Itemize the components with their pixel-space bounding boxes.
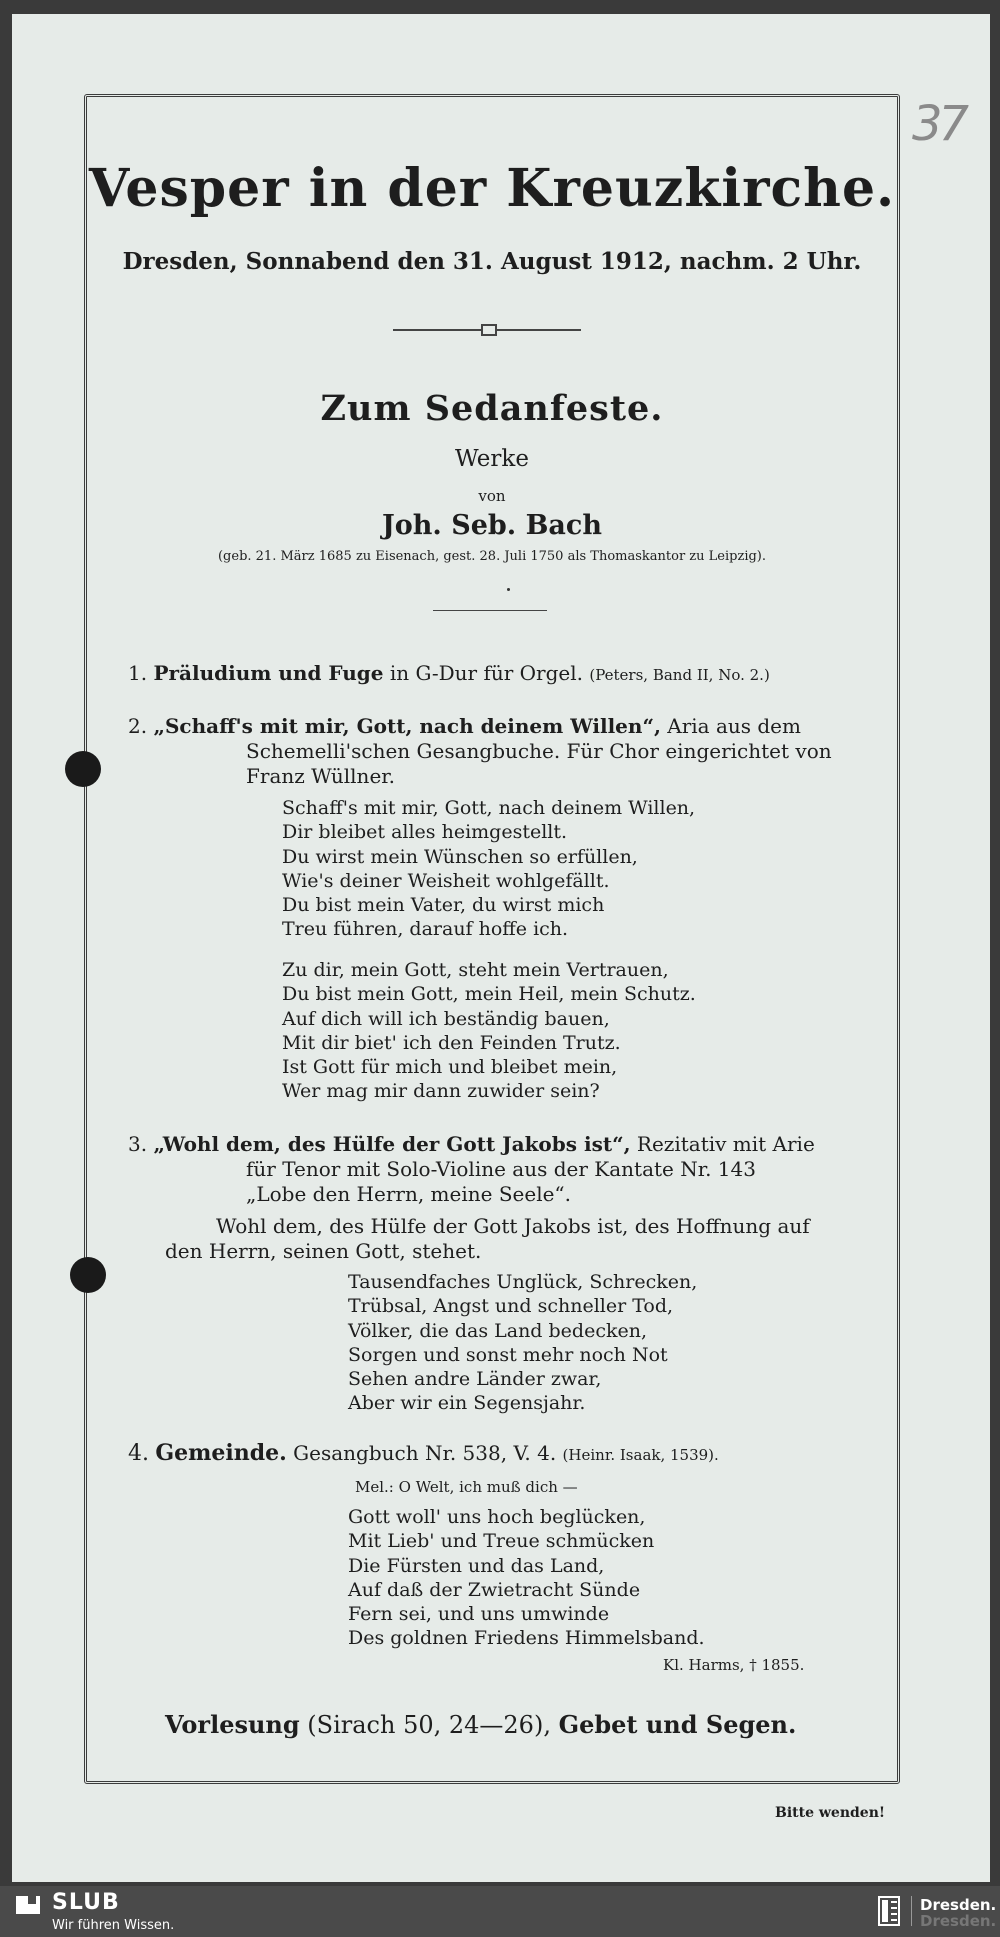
item-text: Gesangbuch Nr. 538, V. 4.: [286, 1441, 557, 1465]
verse-line: Völker, die das Land bedecken,: [348, 1319, 647, 1342]
item-title: Gemeinde.: [155, 1440, 287, 1466]
brand-tagline: Wir führen Wissen.: [52, 1918, 175, 1933]
verse-block: [348, 1505, 705, 1651]
program-item-1: [128, 660, 770, 688]
item-text: Aria aus dem: [660, 714, 801, 738]
city-name-mirror: Dresden.: [920, 1912, 997, 1930]
composer-dates: (geb. 21. März 1685 zu Eisenach, gest. 28. Juli 1750 als Thomaskantor zu Leipzig).: [217, 549, 766, 564]
section-rule: [433, 610, 547, 611]
occasion-heading: Zum Sedanfeste.: [320, 388, 664, 429]
verse-line: Treu führen, darauf hoffe ich.: [282, 918, 569, 941]
city-name: Dresden.: [920, 1896, 997, 1914]
ornament-center: [481, 324, 497, 336]
item-text: in G-Dur für Orgel.: [383, 661, 583, 685]
verse-line: Fern sei, und uns umwinde: [348, 1603, 610, 1626]
recitative-text: den Herrn, seinen Gott, stehet.: [165, 1239, 482, 1263]
punch-hole: [65, 751, 101, 787]
program-item-4: [128, 1440, 719, 1468]
page-title: Vesper in der Kreuzkirche.: [88, 158, 896, 219]
prayer-blessing: Gebet und Segen.: [558, 1710, 797, 1739]
closing-line: [165, 1710, 796, 1739]
dresden-crest-icon: [878, 1896, 900, 1926]
footer-separator: [911, 1896, 912, 1926]
verse-line: Des goldnen Friedens Himmelsband.: [348, 1627, 705, 1650]
handwritten-number: 37: [912, 96, 966, 152]
verse-line: Mit Lieb' und Treue schmücken: [348, 1530, 655, 1553]
verse-line: Tausendfaches Unglück, Schrecken,: [348, 1271, 698, 1293]
verse-line: Sorgen und sonst mehr noch Not: [348, 1343, 668, 1366]
verse-line: Du bist mein Gott, mein Heil, mein Schutz.: [282, 983, 696, 1006]
item-description: für Tenor mit Solo-Violine aus der Kantate Nr. 143: [246, 1157, 756, 1181]
item-description: „Lobe den Herrn, meine Seele“.: [246, 1182, 572, 1206]
verse-line: Wie's deiner Weisheit wohlgefällt.: [282, 869, 610, 892]
composer-name: Joh. Seb. Bach: [382, 510, 602, 541]
verse-line: Trübsal, Angst und schneller Tod,: [348, 1295, 674, 1318]
verse-line: Auf daß der Zwietracht Sünde: [348, 1578, 641, 1601]
slub-logo-icon: [14, 1894, 42, 1916]
item-title: Präludium und Fuge: [153, 661, 384, 685]
item-text: Rezitativ mit Arie: [630, 1132, 815, 1156]
works-label: Werke: [455, 446, 529, 472]
brand-name: SLUB: [52, 1890, 120, 1915]
program-item-3: [128, 1131, 815, 1157]
verse-block: [282, 796, 695, 942]
verse-line: Sehen andre Länder zwar,: [348, 1368, 602, 1391]
item-number: 3.: [128, 1132, 148, 1156]
verse-line: Dir bleibet alles heimgestellt.: [282, 821, 568, 844]
please-turn-note: Bitte wenden!: [775, 1805, 886, 1821]
item-description: Schemelli'schen Gesangbuche. Für Chor eingerichtet von: [246, 739, 832, 763]
verse-line: Wer mag mir dann zuwider sein?: [282, 1080, 600, 1103]
verse-line: Mit dir biet' ich den Feinden Trutz.: [282, 1031, 621, 1054]
melody-note: Mel.: O Welt, ich muß dich —: [355, 1478, 578, 1496]
event-date: Dresden, Sonnabend den 31. August 1912, nachm. 2 Uhr.: [122, 248, 862, 275]
verse-line: Die Fürsten und das Land,: [348, 1554, 605, 1577]
footer-bar: [0, 1886, 1000, 1937]
verse-line: Du wirst mein Wünschen so erfüllen,: [282, 845, 638, 868]
verse-block: [348, 1270, 697, 1416]
item-number: 1.: [128, 661, 148, 685]
verse-block: [282, 958, 696, 1104]
reading-label: Vorlesung: [165, 1710, 300, 1739]
verse-line: Aber wir ein Segensjahr.: [348, 1392, 586, 1415]
item-note: (Peters, Band II, No. 2.): [589, 666, 770, 684]
dot-mark: [507, 588, 510, 591]
item-description: Franz Wüllner.: [246, 764, 395, 788]
item-number: 4.: [128, 1441, 149, 1466]
verse-line: Gott woll' uns hoch beglücken,: [348, 1506, 646, 1528]
item-note: (Heinr. Isaak, 1539).: [562, 1446, 719, 1464]
verse-line: Auf dich will ich beständig bauen,: [282, 1007, 610, 1030]
verse-line: Ist Gott für mich und bleibet mein,: [282, 1056, 618, 1079]
by-label: von: [478, 487, 506, 505]
program-item-2: [128, 713, 801, 739]
recitative-text: Wohl dem, des Hülfe der Gott Jakobs ist, des Hoffnung auf: [216, 1214, 810, 1238]
item-title: „Wohl dem, des Hülfe der Gott Jakobs ist“,: [153, 1132, 631, 1156]
verse-line: Schaff's mit mir, Gott, nach deinem Willen,: [282, 797, 696, 819]
punch-hole: [70, 1257, 106, 1293]
verse-line: Du bist mein Vater, du wirst mich: [282, 894, 605, 917]
verse-line: Zu dir, mein Gott, steht mein Vertrauen,: [282, 959, 669, 981]
reading-ref: (Sirach 50, 24—26),: [299, 1711, 559, 1739]
item-number: 2.: [128, 714, 148, 738]
item-title: „Schaff's mit mir, Gott, nach deinem Willen“,: [153, 714, 661, 738]
hymn-author: Kl. Harms, † 1855.: [663, 1656, 805, 1674]
